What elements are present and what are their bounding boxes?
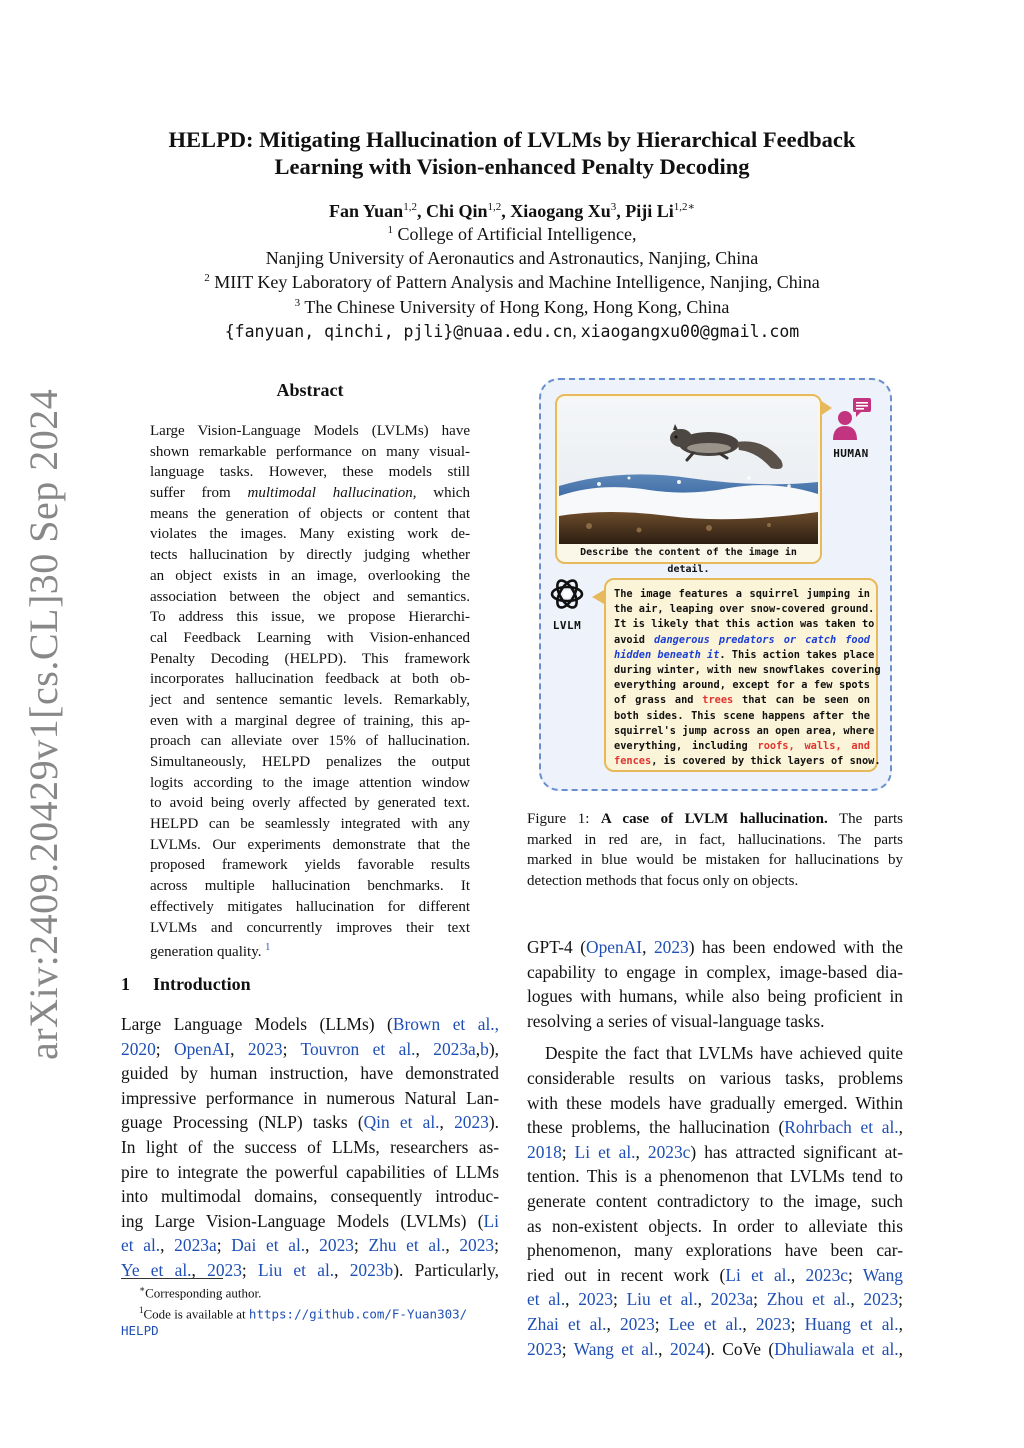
citation-link[interactable]: 2023 — [454, 1112, 489, 1133]
abstract-line — [150, 483, 470, 504]
text-span: GPT-4 ( — [527, 937, 587, 957]
footnote-code — [121, 1302, 501, 1323]
abstract-line — [150, 587, 470, 608]
text-line — [527, 1041, 903, 1066]
lvlm-label: LVLM — [552, 619, 582, 632]
abstract-text: language tasks. However, these models still — [150, 464, 470, 481]
text-span: ; — [561, 1141, 575, 1162]
abstract-text: Simultaneously, HELPD penalizes the output — [150, 754, 470, 770]
text-span: capability to engage in complex, image-based dia- — [527, 961, 903, 982]
figure-1-caption — [527, 809, 903, 891]
citation-link[interactable]: 2023 — [755, 1313, 791, 1334]
citation-link[interactable]: Huang et al. — [804, 1313, 899, 1334]
text-line — [527, 1214, 903, 1239]
figure-prompt: Describe the content of the image in detail. — [580, 547, 797, 575]
text-span: with these models have gradually emerged. Within — [527, 1092, 903, 1113]
text-line — [527, 1263, 903, 1288]
affiliation-3-text: The Chinese University of Hong Kong, Hong Kong, China — [304, 297, 730, 317]
text-span: ried out in recent work ( — [527, 1264, 726, 1285]
text-span: , — [334, 1259, 350, 1280]
abstract-line — [150, 442, 470, 463]
text-span: , — [642, 937, 654, 957]
abstract-text: generation quality. — [150, 944, 262, 961]
abstract-line — [150, 690, 470, 711]
abstract-text: across multiple hallucination benchmarks. It — [150, 878, 470, 895]
footnote-ref-link[interactable]: 1 — [265, 942, 271, 954]
author-affiliation-marker: 1,2∗ — [673, 201, 695, 213]
citation-link[interactable]: Dai et al. — [231, 1235, 306, 1256]
citation-link[interactable]: 2023 — [619, 1313, 655, 1334]
text-line — [527, 1066, 903, 1091]
author-list: Fan Yuan$^{1,2}$, Chi Qin$^{1,2}$, Xiaogang Xu$^3$, Piji $Li^{1,2∗}$ — [328, 201, 695, 221]
abstract-text: an object exists in an image, overlooking the — [150, 567, 470, 584]
abstract-text: to avoid being overly affected by generated text. — [150, 795, 470, 812]
abstract-line — [150, 566, 470, 587]
text-span: , — [230, 1038, 248, 1059]
caption-label: Figure 1: — [527, 811, 590, 827]
intro-right-column — [527, 935, 903, 1361]
text-span: ; — [155, 1038, 175, 1059]
text-span: guided by human instruction, have demonstrated — [121, 1063, 499, 1084]
abstract-text: LVLMs and concurrently improves their text — [150, 919, 470, 936]
caption-text: detection methods that focus only on objects. — [527, 872, 799, 889]
abstract-line — [150, 421, 470, 442]
citation-link[interactable]: Zhai et al. — [527, 1313, 607, 1334]
openai-logo-icon — [547, 574, 587, 614]
abstract-text: suffer from — [150, 485, 248, 502]
citation-link[interactable]: Liu et al. — [258, 1259, 335, 1280]
citation-link[interactable]: Brown et al., — [392, 1014, 499, 1034]
citation-link[interactable]: Dhuliawala et al. — [774, 1338, 899, 1359]
citation-link[interactable]: OpenAI — [586, 937, 643, 957]
answer-text: of grass and — [614, 694, 703, 707]
text-span: ). CoVe ( — [704, 1338, 775, 1359]
text-line — [527, 1091, 903, 1116]
abstract-line — [150, 814, 470, 835]
text-span: , — [475, 1038, 481, 1059]
answer-line — [614, 633, 870, 648]
abstract-line — [150, 669, 470, 690]
caption-text: The parts — [838, 811, 903, 827]
text-line — [527, 960, 903, 985]
author-emails: {fanyuan, qinchi, pjli}@nuaa.edu.cn, xiaogangxu00@gmail.com — [224, 322, 800, 341]
citation-link[interactable]: et al. — [527, 1289, 566, 1310]
text-span: , — [850, 1289, 864, 1310]
footnote-divider — [121, 1278, 223, 1279]
answer-line — [614, 587, 870, 602]
answer-text: the air, leaping over snow-covered ground. — [614, 603, 875, 616]
text-span: guage Processing (NLP) tasks ( — [121, 1112, 364, 1133]
intro-paragraph-2 — [527, 935, 903, 1033]
text-line — [527, 1140, 903, 1165]
answer-line — [614, 617, 875, 632]
abstract-line — [150, 938, 470, 959]
text-line — [527, 1115, 903, 1140]
answer-line — [614, 693, 870, 708]
abstract-line — [150, 731, 470, 752]
abstract-text: cal Feedback Learning with Vision-enhanced — [150, 629, 470, 646]
text-line — [527, 1238, 903, 1263]
abstract-line — [150, 876, 470, 897]
text-span: ; — [241, 1259, 258, 1280]
affiliation-2-text: MIIT Key Laboratory of Pattern Analysis and Machine Intelligence, Nanjing, China — [214, 272, 820, 292]
arxiv-date: 30 Sep 2024 — [20, 388, 66, 595]
text-line — [527, 1312, 903, 1337]
abstract-text: tects hallucination by directly judging whether — [150, 547, 470, 564]
text-span: into multimodal domains, consequently introduc- — [121, 1186, 499, 1207]
abstract-line — [150, 835, 470, 856]
answer-text: squirrel's jump across an open area, where — [614, 724, 875, 737]
citation-link[interactable]: 2018 — [527, 1141, 562, 1162]
affiliation-3 — [100, 297, 924, 318]
text-line — [121, 1012, 499, 1037]
abstract-text: HELPD can be seamlessly integrated with any — [150, 816, 470, 833]
citation-link[interactable]: Li et al. — [725, 1264, 791, 1285]
text-span: , — [565, 1289, 579, 1310]
human-badge — [826, 396, 876, 460]
arxiv-category: [cs.CL] — [20, 594, 66, 719]
citation-link[interactable]: et al. — [121, 1235, 161, 1256]
figure-image-card — [555, 394, 822, 575]
abstract-line — [150, 607, 470, 628]
text-line — [121, 1086, 499, 1111]
text-span: , — [898, 1338, 903, 1359]
citation-link[interactable]: 2023c — [647, 1141, 691, 1162]
text-span: , — [635, 1141, 648, 1162]
abstract-line — [150, 855, 470, 876]
abstract-text: effectively mitigates hallucination for different — [150, 898, 470, 915]
citation-link[interactable]: Liu et al. — [626, 1289, 698, 1310]
abstract-line — [150, 773, 470, 794]
paper-title — [100, 126, 924, 180]
section-title: Introduction — [153, 974, 251, 994]
arxiv-id: arXiv:2409.20429v1 — [20, 718, 66, 1060]
citation-link[interactable]: 2023 — [247, 1038, 283, 1059]
text-span: ; — [494, 1235, 499, 1256]
affiliation-1-line-2: Nanjing University of Aeronautics and Astronautics, Nanjing, China — [265, 248, 759, 268]
answer-line — [614, 709, 870, 724]
caption-bold: A case of LVLM hallucination. — [600, 811, 828, 827]
abstract-text: means the generation of objects or content that — [150, 505, 470, 522]
citation-link[interactable]: b — [480, 1038, 489, 1059]
text-span: logues with humans, while also being proficient in — [527, 986, 903, 1007]
text-line — [121, 1209, 499, 1234]
citation-link[interactable]: Touvron et al. — [300, 1038, 416, 1059]
arxiv-stamp — [14, 388, 72, 1060]
answer-text: It is likely that this action was taken to — [614, 618, 875, 631]
text-span: ), — [488, 1038, 499, 1059]
answer-text: both sides. This scene happens after the — [614, 709, 870, 722]
author-affiliation-marker: 1,2 — [403, 201, 417, 213]
text-span: ) has attracted significant at- — [690, 1141, 903, 1162]
citation-link[interactable]: Rohrbach et al. — [784, 1117, 899, 1138]
author-affiliation-marker: 3 — [610, 201, 617, 213]
affiliation-2 — [100, 272, 924, 293]
text-span: ; — [654, 1313, 669, 1334]
title-line-1: HELPD: Mitigating Hallucination of LVLMs by Hierarchical Feedback — [168, 127, 856, 152]
abstract-line — [150, 752, 470, 773]
answer-line — [614, 739, 870, 754]
author-name: Chi Qin — [425, 201, 488, 221]
human-label: HUMAN — [833, 447, 869, 460]
abstract-text: , which — [412, 485, 470, 502]
caption-text: marked in red are, in fact, hallucinations. The parts — [527, 831, 903, 848]
squirrel-photo-svg — [559, 398, 818, 544]
answer-bubble-tail — [592, 590, 604, 604]
answer-text: . This action takes place — [719, 648, 875, 661]
text-span: , — [445, 1235, 460, 1256]
caption-text: marked in blue would be mistaken for hallucinations by — [527, 852, 903, 868]
title-line-2: Learning with Vision-enhanced Penalty Decoding — [274, 154, 750, 179]
citation-link[interactable]: 2023 — [863, 1289, 899, 1310]
abstract-text: logits according to the image attention window — [150, 774, 470, 791]
caption-line — [527, 830, 903, 851]
text-span: , — [742, 1313, 756, 1334]
text-line — [527, 1337, 903, 1362]
email-1[interactable]: {fanyuan, qinchi, pjli}@nuaa.edu.cn — [224, 322, 573, 341]
hallucination-span: trees — [702, 694, 734, 707]
text-line — [121, 1135, 499, 1160]
section-number: 1 — [121, 974, 130, 994]
abstract-italic-term: multimodal hallucination — [247, 485, 413, 502]
abstract-body — [150, 421, 470, 959]
text-span: , — [790, 1264, 806, 1285]
abstract-line — [150, 462, 470, 483]
text-span: ; — [898, 1289, 903, 1310]
answer-line — [614, 648, 875, 663]
answer-text: during winter, with new snowflakes covering — [614, 663, 881, 676]
author-name: Piji Li — [625, 201, 674, 221]
text-span: ; — [353, 1235, 369, 1256]
text-span: ). Particularly, — [393, 1259, 499, 1280]
caption-line — [527, 871, 903, 892]
answer-line — [614, 678, 870, 693]
text-line — [527, 1164, 903, 1189]
text-span: Large Language Models (LLMs) ( — [121, 1014, 393, 1034]
text-span: , — [898, 1117, 903, 1138]
text-span: , — [160, 1235, 175, 1256]
text-span: In light of the success of LLMs, researchers as- — [121, 1136, 499, 1157]
hallucination-span: roofs, walls, and — [757, 739, 870, 752]
blue-highlight-span: dangerous predators or catch food — [654, 633, 870, 646]
abstract-text: shown remarkable performance on many visual- — [150, 443, 470, 460]
text-span: generate content contradictory to the image, such — [527, 1190, 903, 1211]
squirrel-photo — [559, 398, 818, 544]
answer-text: , is covered by thick layers of snow. — [651, 755, 881, 768]
answer-line — [614, 754, 881, 769]
footnote-corresponding — [121, 1281, 501, 1302]
text-span: ; — [216, 1235, 232, 1256]
text-span: ; — [753, 1289, 767, 1310]
footnote-corresponding-text: Corresponding author. — [145, 1285, 262, 1301]
abstract-line — [150, 793, 470, 814]
abstract-text: ject and sentence semantic levels. Remarkably, — [150, 691, 470, 708]
caption-line — [527, 850, 903, 871]
author-name: Xiaogang Xu — [510, 201, 611, 221]
abstract-text: incorporates hallucination feedback at both ob- — [150, 671, 470, 688]
abstract-line — [150, 545, 470, 566]
citation-link[interactable]: Wang et al. — [573, 1338, 659, 1359]
citation-link[interactable]: 2023b — [349, 1259, 394, 1280]
text-line — [527, 1189, 903, 1214]
text-line — [527, 984, 903, 1009]
text-span: ; — [282, 1038, 301, 1059]
text-span: ; — [848, 1264, 863, 1285]
text-span: resolving a series of visual-language tasks. — [527, 1010, 825, 1031]
citation-link[interactable]: OpenAI — [174, 1038, 231, 1059]
abstract-line — [150, 628, 470, 649]
text-span: , — [697, 1289, 711, 1310]
answer-text: avoid — [614, 633, 655, 646]
email-2[interactable]: xiaogangxu00@gmail.com — [580, 322, 800, 341]
citation-link[interactable]: 2023 — [653, 937, 689, 957]
footnote-star: ∗ — [139, 1284, 146, 1294]
abstract-text: To address this issue, we propose Hierarchi- — [150, 609, 470, 626]
text-line — [121, 1184, 499, 1209]
affiliation-1-line-1: College of Artificial Intelligence, — [397, 224, 637, 244]
text-span: ; — [790, 1313, 805, 1334]
text-span: , — [898, 1313, 903, 1334]
lvlm-answer-bubble — [604, 578, 881, 772]
citation-link[interactable]: Qin et al. — [363, 1112, 440, 1133]
answer-line — [614, 663, 881, 678]
intro-left-column — [121, 1012, 499, 1283]
text-line — [121, 1061, 499, 1086]
section-heading-introduction — [121, 974, 251, 995]
text-span: , — [305, 1235, 320, 1256]
text-span: these problems, the hallucination ( — [527, 1117, 785, 1138]
answer-text: everything, including — [614, 739, 758, 752]
text-line — [527, 935, 903, 960]
abstract-text: proposed framework yields favorable results — [150, 857, 470, 874]
abstract-line — [150, 918, 470, 939]
text-line — [121, 1160, 499, 1185]
author-name: Fan Yuan — [328, 201, 404, 221]
citation-link[interactable]: Zhu et al. — [368, 1235, 446, 1256]
citation-link[interactable]: 2024 — [669, 1338, 705, 1359]
text-span: ing Large Vision-Language Models (LVLMs) ( — [121, 1210, 484, 1231]
affiliation-1-marker: 1 — [387, 224, 394, 236]
citation-link[interactable]: 2020 — [121, 1038, 156, 1059]
intro-paragraph-3 — [527, 1041, 903, 1361]
human-icon — [829, 396, 873, 442]
citation-link[interactable]: 2023a — [710, 1289, 754, 1310]
citation-link[interactable]: 2023c — [805, 1264, 849, 1285]
answer-line — [614, 724, 875, 739]
citation-link[interactable]: 2023 — [319, 1235, 354, 1256]
lvlm-badge — [545, 574, 589, 632]
footnotes — [121, 1281, 501, 1339]
text-span: , — [658, 1338, 670, 1359]
citation-link[interactable]: 2023a — [433, 1038, 476, 1059]
text-span: ) has been endowed with the — [688, 937, 903, 957]
abstract-line — [150, 897, 470, 918]
citation-link[interactable]: 2023a — [174, 1235, 217, 1256]
text-span: , — [606, 1313, 620, 1334]
text-span: tention. This is a phenomenon that LVLMs tend to — [527, 1166, 903, 1187]
citation-link[interactable]: 2023 — [578, 1289, 614, 1310]
text-span: pire to integrate the powerful capabilities of LLMs — [121, 1161, 499, 1182]
text-span: , — [415, 1038, 434, 1059]
affiliation-1 — [100, 224, 924, 245]
affiliation-2-marker: 2 — [204, 272, 210, 284]
abstract-text: violates the images. Many existing work de- — [150, 526, 470, 543]
text-span: phenomenon, many explorations have been car- — [527, 1240, 903, 1261]
text-span: , — [439, 1112, 455, 1133]
citation-link[interactable]: Ye et al. — [121, 1259, 192, 1280]
abstract-line — [150, 504, 470, 525]
text-line — [121, 1233, 499, 1258]
text-span: ; — [561, 1338, 574, 1359]
abstract-line — [150, 649, 470, 670]
text-span: as non-existent objects. In order to alleviate this — [527, 1215, 903, 1236]
text-span: impressive performance in numerous Natural Lan- — [121, 1087, 499, 1108]
citation-link[interactable]: 2023 — [459, 1235, 495, 1256]
citation-link[interactable]: Wang — [862, 1264, 903, 1285]
footnote-code-marker: 1 — [139, 1304, 144, 1315]
answer-text: everything around, except for a few spots — [614, 679, 870, 692]
text-line — [527, 1287, 903, 1312]
abstract-text: association between the object and semantics. — [150, 588, 470, 605]
hallucination-span: fences — [614, 755, 652, 768]
text-line — [121, 1037, 499, 1062]
abstract-text: LVLMs. Our experiments demonstrate that the — [150, 836, 470, 853]
code-url-link-cont[interactable]: HELPD — [121, 1322, 159, 1338]
abstract-text: even with a marginal degree of training, this ap- — [150, 712, 470, 729]
text-line — [527, 1009, 903, 1034]
text-span: Despite the fact that LVLMs have achieved quite — [545, 1043, 903, 1064]
abstract-heading: Abstract — [276, 380, 344, 400]
text-span: ; — [613, 1289, 627, 1310]
caption-line — [527, 809, 903, 830]
citation-link[interactable]: Zhou et al. — [766, 1289, 851, 1310]
text-line — [121, 1110, 499, 1135]
author-affiliation-marker: 1,2 — [487, 201, 502, 213]
text-span: considerable results on various tasks, problems — [527, 1067, 903, 1088]
abstract-line — [150, 711, 470, 732]
answer-line — [614, 602, 875, 617]
code-url-link[interactable]: https://github.com/F-Yuan303/ — [248, 1306, 468, 1322]
citation-link[interactable]: 2023 — [207, 1259, 242, 1280]
citation-link[interactable]: 2023 — [527, 1338, 562, 1359]
text-span: ). — [488, 1112, 499, 1133]
abstract-line — [150, 524, 470, 545]
citation-link[interactable]: Lee et al. — [668, 1313, 743, 1334]
text-span: , — [191, 1259, 208, 1280]
abstract-text: proach can alleviate over 15% of hallucination. — [150, 733, 470, 750]
answer-text: The image features a squirrel jumping in — [614, 588, 870, 600]
citation-link[interactable]: Li — [483, 1210, 499, 1231]
blue-highlight-span: hidden beneath it — [614, 648, 720, 661]
affiliation-3-marker: 3 — [294, 297, 301, 309]
abstract-text: Large Vision-Language Models (LVLMs) have — [150, 423, 470, 439]
footnote-code-text: Code is available at — [143, 1306, 249, 1322]
citation-link[interactable]: Li et al. — [574, 1141, 636, 1162]
abstract-text: Penalty Decoding (HELPD). This framework — [150, 650, 470, 667]
answer-text: that can be seen on — [733, 694, 870, 707]
